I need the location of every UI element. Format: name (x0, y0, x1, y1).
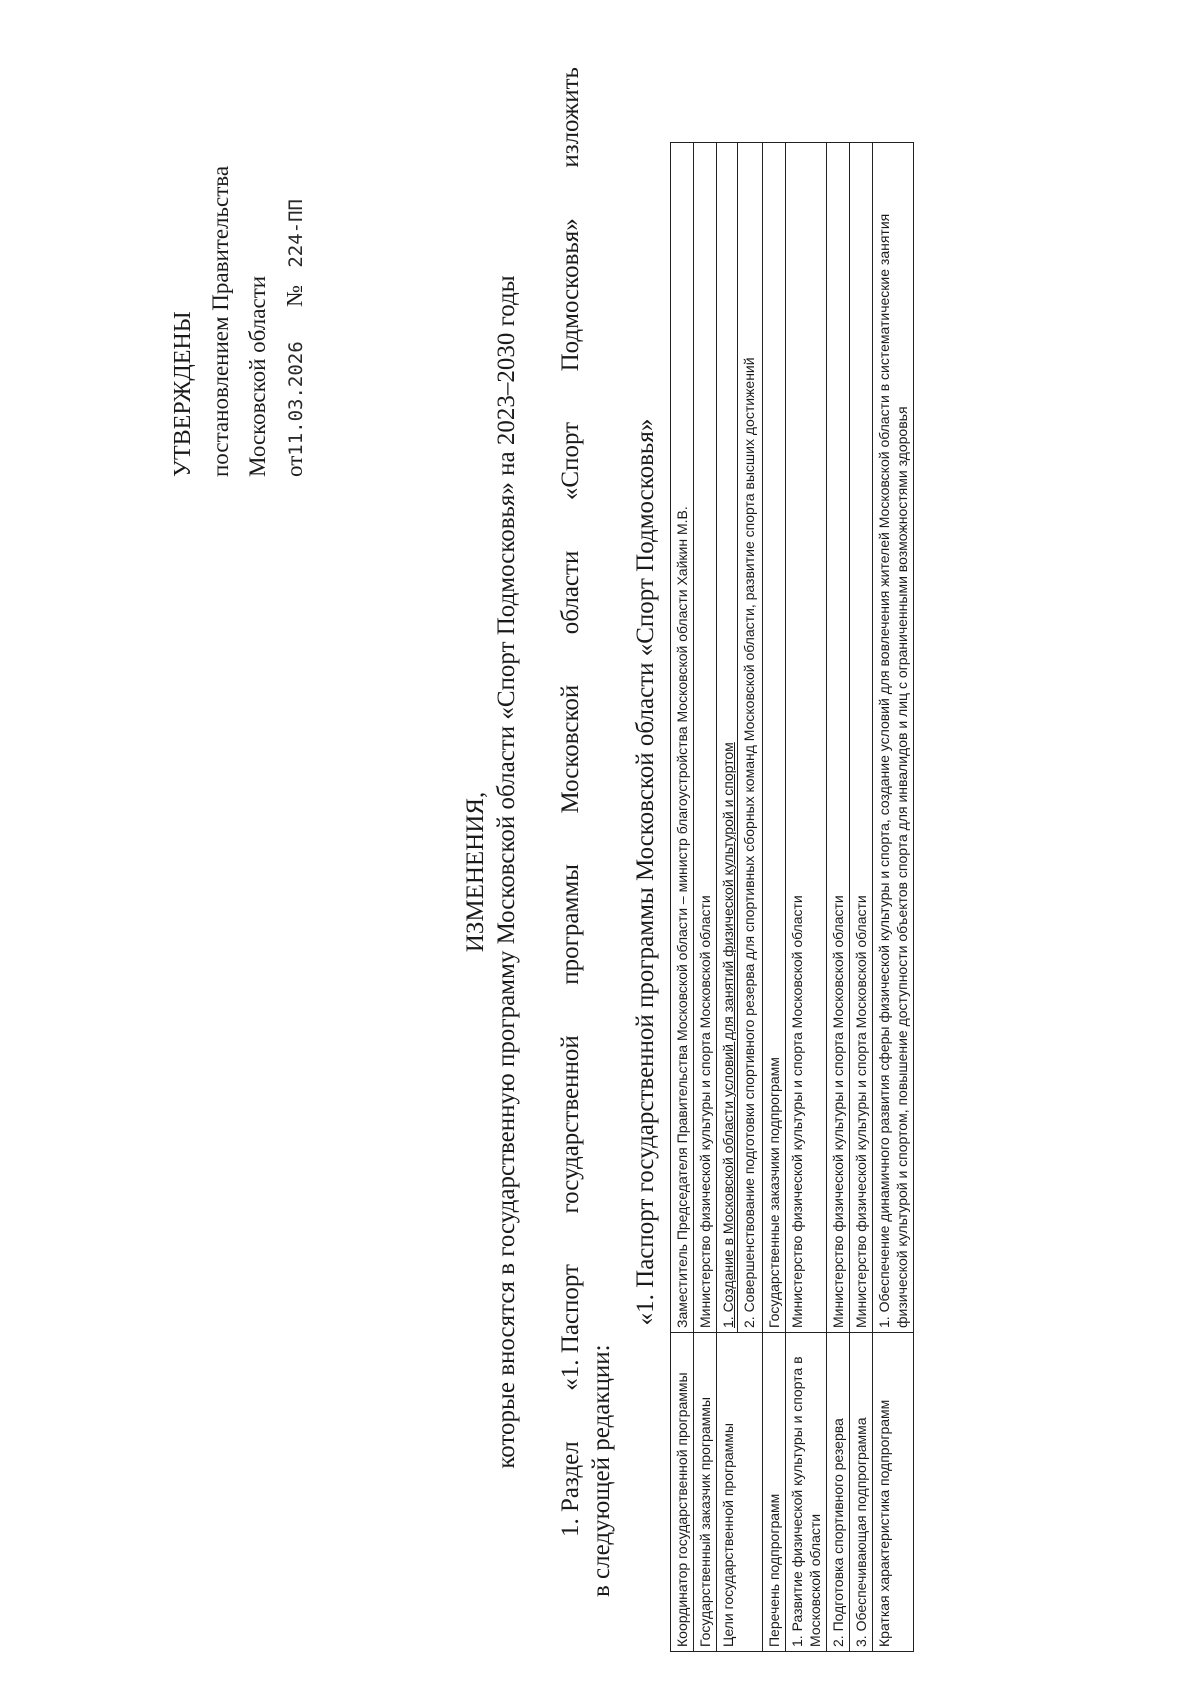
intro-word: «Спорт (557, 421, 584, 501)
row-label: 1. Развитие физической культуры и спорта в Московской области (786, 1333, 827, 1652)
row-value (694, 143, 717, 1333)
approval-block (165, 57, 315, 477)
row-value (850, 143, 873, 1333)
approval-number: 224-ПП (285, 199, 307, 268)
row-value (873, 143, 914, 1333)
intro-word: области (557, 550, 584, 635)
table-row (717, 143, 763, 1652)
intro-word: государственной (557, 1035, 584, 1214)
approval-from-prefix: от (282, 455, 307, 477)
row-value-text: Заместитель Председателя Правительства Московской области – министр благоустройства Московской области Хайкин М.В. (674, 506, 690, 1328)
row-value-text: Министерство физической культуры и спорта Московской области (697, 895, 713, 1328)
intro-word: «1. Паспорт (557, 1264, 584, 1391)
row-label: Государственный заказчик программы (694, 1333, 717, 1652)
row-label: 3. Обеспечивающая подпрограмма (850, 1333, 873, 1652)
document-title (460, 107, 522, 1637)
intro-paragraph-line-1 (555, 67, 586, 1597)
table-row (850, 143, 873, 1652)
table-row (671, 143, 694, 1652)
row-value-text: Министерство физической культуры и спорта Московской области (830, 895, 846, 1328)
table-row (873, 143, 914, 1652)
row-value-text: 2. Совершенствование подготовки спортивного резерва для спортивных сборных команд Московской области, развитие спорта высших достижений (737, 143, 760, 1332)
table-row (786, 143, 827, 1652)
row-label: Краткая характеристика подпрограмм (873, 1333, 914, 1652)
row-label: 2. Подготовка спортивного резерва (827, 1333, 850, 1652)
approval-date: 11.03.2026 (285, 341, 307, 456)
row-label: Цели государственной программы (717, 1333, 763, 1652)
row-value-text: Министерство физической культуры и спорта Московской области (853, 895, 869, 1328)
row-value (671, 143, 694, 1333)
row-value-text: 1. Создание в Московской области условий для занятий физической культурой и спортом (720, 742, 736, 1328)
intro-paragraph-line-2: в следующей редакции: (588, 1344, 615, 1597)
title-subheading: которые вносятся в государственную программу Московской области «Спорт Подмосковья» на 2023–2030 годы (493, 275, 520, 1469)
intro-word: программы (557, 864, 584, 985)
intro-word: изложить (557, 67, 584, 168)
passport-table (670, 142, 914, 1652)
row-label: Перечень подпрограмм (763, 1333, 786, 1652)
row-value-text: Государственные заказчики подпрограмм (766, 1057, 782, 1328)
table-row (694, 143, 717, 1652)
row-value (786, 143, 827, 1333)
approval-number-sign: № (282, 284, 307, 307)
approval-line-3: Московской области (245, 275, 270, 477)
approval-line-1: УТВЕРЖДЕНЫ (170, 311, 196, 477)
row-value (763, 143, 786, 1333)
title-heading: ИЗМЕНЕНИЯ, (462, 791, 489, 953)
intro-word: Московской (557, 684, 584, 814)
row-value (827, 143, 850, 1333)
intro-word: Подмосковья» (557, 218, 584, 372)
table-row (763, 143, 786, 1652)
passport-heading: «1. Паспорт государственной программы Московской области «Спорт Подмосковья» (632, 418, 659, 1326)
intro-paragraph (555, 67, 617, 1597)
row-label: Координатор государственной программы (671, 1333, 694, 1652)
row-value-text: Министерство физической культуры и спорта Московской области (789, 895, 805, 1328)
row-value-text: 1. Обеспечение динамичного развития сферы физической культуры и спорта, создание условий для вовлечения жителей Московской области в систематические занятия физической культурой и спортом, повышение доступности объектов спорта для инвалидов и лиц с ограниченными возможностями здоровья (876, 213, 910, 1328)
approval-date-line (276, 57, 315, 477)
row-value (717, 143, 763, 1333)
approval-line-2: постановлением Правительства (208, 165, 233, 477)
intro-word: 1. Раздел (557, 1441, 584, 1537)
table-row (827, 143, 850, 1652)
